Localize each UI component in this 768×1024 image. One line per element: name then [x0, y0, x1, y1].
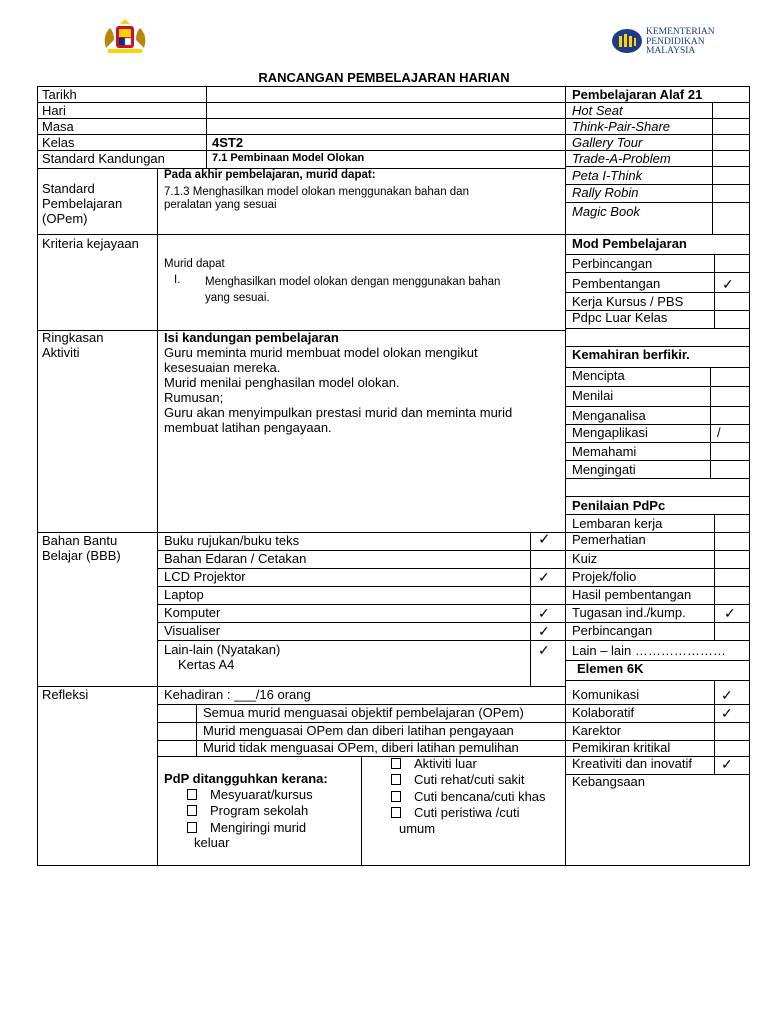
- elemen-item: Kreativiti dan inovatif: [572, 756, 692, 771]
- elemen-item: Karektor: [572, 723, 622, 738]
- sp-heading: Pada akhir pembelajaran, murid dapat:: [164, 169, 376, 181]
- label-bbb: Bahan Bantu Belajar (BBB): [42, 533, 121, 563]
- check-icon: ✓: [721, 756, 733, 772]
- elemen-item: Komunikasi: [572, 687, 640, 702]
- pdp-reason: umum: [399, 821, 436, 836]
- label-standard-pembelajaran: Standard Pembelajaran (OPem): [42, 181, 123, 226]
- check-icon: ✓: [538, 605, 550, 621]
- kk-intro: Murid dapat: [164, 258, 225, 270]
- mod-item: Pdpc Luar Kelas: [572, 310, 668, 325]
- alaf-item: Gallery Tour: [572, 135, 643, 150]
- checkbox-icon: [391, 791, 401, 802]
- label-tarikh: Tarikh: [42, 87, 77, 102]
- penilaian-item: Hasil pembentangan: [572, 587, 692, 602]
- penilaian-heading: Penilaian PdPc: [572, 498, 666, 513]
- check-icon: ✓: [722, 276, 734, 292]
- mod-heading: Mod Pembelajaran: [572, 236, 687, 251]
- checkbox-icon: [391, 774, 401, 785]
- pdp-reason: Cuti bencana/cuti khas: [414, 789, 546, 804]
- elemen-heading: Elemen 6K: [577, 661, 644, 676]
- label-kelas: Kelas: [42, 135, 75, 150]
- kk-number: I.: [174, 274, 181, 286]
- check-icon: ✓: [721, 705, 733, 721]
- penilaian-item: Perbincangan: [572, 623, 653, 638]
- pdp-reason: Program sekolah: [210, 803, 309, 818]
- label-hari: Hari: [42, 103, 66, 118]
- alaf-item: Trade-A-Problem: [572, 151, 671, 166]
- label-masa: Masa: [42, 119, 74, 134]
- bbb-item: Visualiser: [164, 623, 221, 638]
- sp-value: 7.1.3 Menghasilkan model olokan menggunakan bahan dan peralatan yang sesuai: [164, 186, 469, 211]
- kemahiran-item: Mengaplikasi: [572, 425, 648, 440]
- mod-item: Pembentangan: [572, 276, 661, 291]
- check-icon: ✓: [538, 642, 550, 658]
- alaf-item: Peta I-Think: [572, 168, 643, 183]
- alaf-heading: Pembelajaran Alaf 21: [572, 87, 703, 102]
- pdp-reason: Cuti rehat/cuti sakit: [414, 772, 525, 787]
- elemen-item: Kolaboratif: [572, 705, 635, 720]
- label-refleksi: Refleksi: [42, 687, 89, 702]
- refleksi-line: Murid tidak menguasai OPem, diberi latihan pemulihan: [203, 740, 519, 755]
- label-kriteria-kejayaan: Kriteria kejayaan: [42, 236, 139, 251]
- check-icon: ✓: [538, 531, 551, 548]
- kemahiran-item: Mencipta: [572, 368, 625, 383]
- penilaian-item: Lembaran kerja: [572, 516, 663, 531]
- pdp-reason: keluar: [194, 835, 230, 850]
- malaysia-crest-logo: [100, 18, 150, 56]
- penilaian-item: Kuiz: [572, 551, 598, 566]
- label-standard-kandungan: Standard Kandungan: [42, 151, 165, 166]
- kemahiran-item: Mengingati: [572, 462, 636, 477]
- kemahiran-item: Memahami: [572, 444, 637, 459]
- alaf-item: Magic Book: [572, 204, 640, 219]
- page-title: RANCANGAN PEMBELAJARAN HARIAN: [258, 70, 510, 85]
- bbb-item: LCD Projektor: [164, 569, 246, 584]
- check-icon: ✓: [538, 569, 550, 585]
- check-icon: ✓: [538, 623, 550, 639]
- penilaian-item: Lain – lain …………………: [572, 643, 726, 658]
- alaf-item: Rally Robin: [572, 185, 639, 200]
- refleksi-line: Semua murid menguasai objektif pembelajaran (OPem): [203, 705, 524, 720]
- kelas-value: 4ST2: [212, 135, 244, 150]
- checkbox-icon: [391, 758, 401, 769]
- kpm-logo-text: KEMENTERIAN PENDIDIKAN MALAYSIA: [646, 27, 715, 56]
- kemahiran-item: Menganalisa: [572, 408, 646, 423]
- pdp-reason: Mengiringi murid: [210, 820, 307, 835]
- check-icon: ✓: [724, 605, 736, 621]
- pdp-reason: Cuti peristiwa /cuti: [414, 805, 520, 820]
- kpm-logo-icon: [611, 28, 643, 54]
- checkbox-icon: [187, 789, 197, 800]
- ra-content: Guru meminta murid membuat model olokan mengikut kesesuaian mereka. Murid menilai penghasilan model olokan. Rumusan; Guru akan menyimpulkan prestasi murid dan meminta murid membuat latihan pengayaan.: [164, 345, 513, 435]
- alaf-item: Think-Pair-Share: [572, 119, 671, 134]
- kemahiran-item: Menilai: [572, 388, 614, 403]
- checkbox-icon: [187, 805, 197, 816]
- penilaian-item: Projek/folio: [572, 569, 637, 584]
- pdp-reason: Aktiviti luar: [414, 756, 477, 771]
- bbb-item: Bahan Edaran / Cetakan: [164, 551, 307, 566]
- pdp-heading: PdP ditangguhkan kerana:: [164, 771, 328, 786]
- elemen-item: Pemikiran kritikal: [572, 740, 671, 755]
- checkbox-icon: [391, 807, 401, 818]
- kemahiran-heading: Kemahiran berfikir.: [572, 347, 690, 362]
- standard-kandungan-value: 7.1 Pembinaan Model Olokan: [212, 152, 365, 164]
- refleksi-line: Murid menguasai OPem dan diberi latihan pengayaan: [203, 723, 514, 738]
- penilaian-item: Pemerhatian: [572, 532, 646, 547]
- check-icon: ✓: [721, 687, 733, 703]
- pdp-reason: Mesyuarat/kursus: [210, 787, 313, 802]
- alaf-item: Hot Seat: [572, 103, 623, 118]
- elemen-item: Kebangsaan: [572, 774, 646, 789]
- mod-item: Kerja Kursus / PBS: [572, 294, 684, 309]
- bbb-extra: Kertas A4: [178, 657, 235, 672]
- label-ringkasan-aktiviti: Ringkasan Aktiviti: [42, 330, 104, 360]
- bbb-item: Buku rujukan/buku teks: [164, 533, 300, 548]
- bbb-item: Lain-lain (Nyatakan): [164, 642, 281, 657]
- bbb-item: Laptop: [164, 587, 204, 602]
- kehadiran: Kehadiran : ___/16 orang: [164, 687, 311, 702]
- bbb-item: Komputer: [164, 605, 221, 620]
- checkbox-icon: [187, 822, 197, 833]
- ra-heading: Isi kandungan pembelajaran: [164, 330, 339, 345]
- penilaian-item: Tugasan ind./kump.: [572, 605, 686, 620]
- kemahiran-mark: /: [717, 425, 721, 440]
- mod-item: Perbincangan: [572, 256, 653, 271]
- kk-item: Menghasilkan model olokan dengan menggunakan bahan yang sesuai.: [205, 276, 501, 304]
